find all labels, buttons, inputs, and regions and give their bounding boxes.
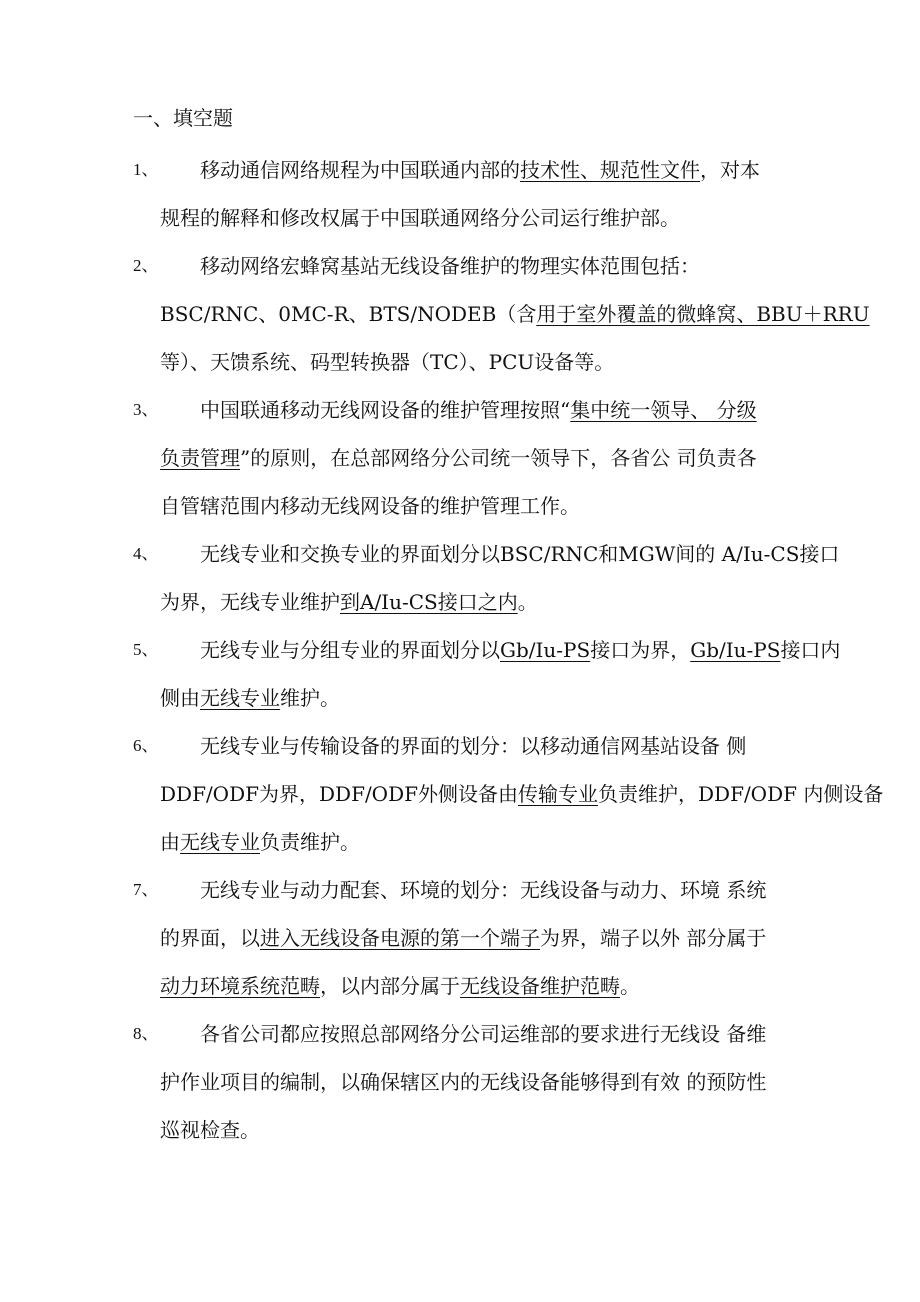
text-line bbox=[0, 194, 920, 242]
question-text: 等）、天馈系统、码型转换器（TC）、PCU设备等。 bbox=[160, 350, 615, 374]
text-line bbox=[0, 386, 920, 434]
question-text: 侧由 bbox=[160, 686, 200, 710]
answer-blank-text: 用于室外覆盖的微蜂窝、BBU＋RRU bbox=[536, 302, 870, 326]
question-text: 为界，无线专业维护 bbox=[160, 590, 340, 614]
answer-blank-text: 传输专业 bbox=[518, 782, 598, 806]
answer-blank-text: Gb/Iu-PS bbox=[500, 638, 591, 662]
text-line bbox=[0, 1058, 920, 1106]
question-text: BSC/RNC、0MC-R、BTS/NODEB（含 bbox=[160, 302, 537, 326]
text-line bbox=[0, 482, 920, 530]
question-text: 负责维护，DDF/ODF 内侧设备 bbox=[598, 782, 884, 806]
answer-blank-text: 到A/Iu-CS接口之内 bbox=[340, 590, 518, 614]
question-text: 各省公司都应按照总部网络分公司运维部的要求进行无线设 备维 bbox=[200, 1022, 767, 1046]
text-line bbox=[0, 530, 920, 578]
question-text: 由 bbox=[160, 830, 180, 854]
question-text: 移动网络宏蜂窝基站无线设备维护的物理实体范围包括： bbox=[200, 254, 700, 278]
answer-blank-text: 技术性、规范性文件 bbox=[520, 158, 700, 182]
section-heading: 一、填空题 bbox=[133, 106, 233, 130]
question-item bbox=[0, 242, 920, 386]
question-text: 无线专业与传输设备的界面的划分：以移动通信网基站设备 侧 bbox=[200, 734, 747, 758]
question-text: 规程的解释和修改权属于中国联通网络分公司运行维护部。 bbox=[160, 206, 680, 230]
question-number: 8、 bbox=[133, 1024, 159, 1043]
question-item bbox=[0, 146, 920, 242]
text-line bbox=[0, 1106, 920, 1154]
question-number: 4、 bbox=[133, 544, 159, 563]
text-line bbox=[0, 962, 920, 1010]
answer-blank-text: 无线专业 bbox=[180, 830, 260, 854]
text-line bbox=[0, 1010, 920, 1058]
question-number: 3、 bbox=[133, 400, 159, 419]
question-text: 移动通信网络规程为中国联通内部的 bbox=[200, 158, 520, 182]
text-line bbox=[0, 578, 920, 626]
question-text: 自管辖范围内移动无线网设备的维护管理工作。 bbox=[160, 494, 580, 518]
text-line bbox=[0, 722, 920, 770]
text-line bbox=[0, 866, 920, 914]
question-text: ”的原则，在总部网络分公司统一领导下，各省公 司负责各 bbox=[240, 446, 757, 470]
answer-blank-text: 无线专业 bbox=[200, 686, 280, 710]
question-number: 7、 bbox=[133, 880, 159, 899]
question-text: 维护。 bbox=[280, 686, 340, 710]
question-text: 中国联通移动无线网设备的维护管理按照“ bbox=[200, 398, 571, 422]
question-text: 的界面，以 bbox=[160, 926, 260, 950]
question-list bbox=[0, 146, 920, 1154]
question-text: 为界，端子以外 部分属于 bbox=[540, 926, 767, 950]
answer-blank-text: 进入无线设备电源的第一个端子 bbox=[260, 926, 540, 950]
text-line bbox=[0, 146, 920, 194]
question-item bbox=[0, 386, 920, 530]
question-number: 2、 bbox=[133, 256, 159, 275]
question-item bbox=[0, 866, 920, 1010]
question-item bbox=[0, 1010, 920, 1154]
question-text: 无线专业与分组专业的界面划分以 bbox=[200, 638, 500, 662]
question-text: 。 bbox=[517, 590, 538, 614]
answer-blank-text: 无线设备维护范畴 bbox=[460, 974, 620, 998]
answer-blank-text: 动力环境系统范畴 bbox=[160, 974, 320, 998]
question-text: 无线专业与动力配套、环境的划分：无线设备与动力、环境 系统 bbox=[200, 878, 767, 902]
question-text: 护作业项目的编制，以确保辖区内的无线设备能够得到有效 的预防性 bbox=[160, 1070, 767, 1094]
question-item bbox=[0, 722, 920, 866]
answer-blank-text: 集中统一领导、 分级 bbox=[570, 398, 757, 422]
text-line bbox=[0, 434, 920, 482]
text-line bbox=[0, 914, 920, 962]
question-text: 接口为界， bbox=[590, 638, 691, 662]
question-text: DDF/ODF为界，DDF/ODF外侧设备由 bbox=[160, 782, 518, 806]
text-line bbox=[0, 674, 920, 722]
text-line bbox=[0, 290, 920, 338]
text-line bbox=[0, 242, 920, 290]
text-line bbox=[0, 770, 920, 818]
text-line bbox=[0, 626, 920, 674]
answer-blank-text: Gb/Iu-PS bbox=[690, 638, 781, 662]
question-text: 巡视检查。 bbox=[160, 1118, 260, 1142]
question-text: ，以内部分属于 bbox=[320, 974, 460, 998]
question-item bbox=[0, 530, 920, 626]
question-text: 。 bbox=[620, 974, 640, 998]
text-line bbox=[0, 818, 920, 866]
question-number: 5、 bbox=[133, 640, 159, 659]
question-number: 6、 bbox=[133, 736, 159, 755]
question-item bbox=[0, 626, 920, 722]
question-text: 负责维护。 bbox=[260, 830, 360, 854]
text-line bbox=[0, 338, 920, 386]
question-text: 接口内 bbox=[780, 638, 841, 662]
question-text: 无线专业和交换专业的界面划分以BSC/RNC和MGW间的 A/Iu-CS接口 bbox=[200, 542, 840, 566]
answer-blank-text: 负责管理 bbox=[160, 446, 240, 470]
question-number: 1、 bbox=[133, 160, 159, 179]
question-text: ，对本 bbox=[700, 158, 760, 182]
